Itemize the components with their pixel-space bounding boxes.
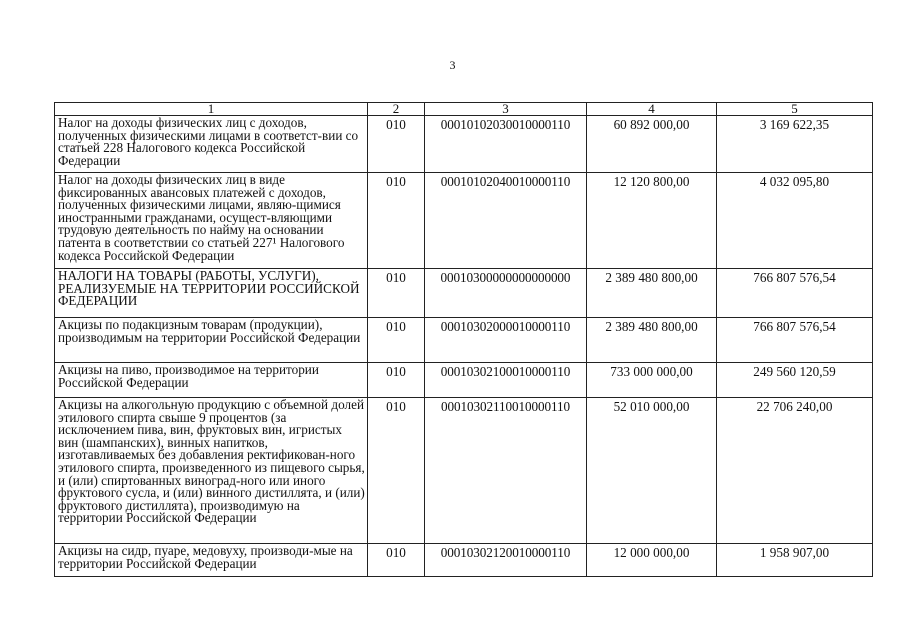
row-kbk: 00010302120010000110 [425,544,587,577]
row-fact-value: 4 032 095,80 [717,173,873,269]
table-body [55,116,873,577]
column-header-3: 3 [425,103,587,116]
row-code: 010 [368,544,425,577]
table-row [55,173,873,269]
column-header-5: 5 [717,103,873,116]
table-row [55,318,873,363]
row-name: Акцизы на сидр, пуаре, медовуху, производи-мые на территории Российской Федерации [55,544,368,577]
row-plan-value: 2 389 480 800,00 [587,318,717,363]
row-code: 010 [368,269,425,318]
table-row [55,269,873,318]
row-kbk: 00010302000010000110 [425,318,587,363]
table-row [55,544,873,577]
row-fact-value: 22 706 240,00 [717,398,873,544]
row-kbk: 00010300000000000000 [425,269,587,318]
row-plan-value: 12 000 000,00 [587,544,717,577]
budget-table [54,102,873,577]
column-header-1: 1 [55,103,368,116]
row-kbk: 00010102040010000110 [425,173,587,269]
row-code: 010 [368,398,425,544]
header-row [55,103,873,116]
row-plan-value: 733 000 000,00 [587,363,717,398]
row-fact-value: 3 169 622,35 [717,116,873,173]
column-header-2: 2 [368,103,425,116]
table-header [55,103,873,116]
row-plan-value: 2 389 480 800,00 [587,269,717,318]
row-fact-value: 249 560 120,59 [717,363,873,398]
table-row [55,398,873,544]
row-name: Налог на доходы физических лиц в виде фиксированных авансовых платежей с доходов, полученных физическими лицами, являю-щимися иностранными гражданами, осущест-вляющими трудовую деятельность по найму на основании патента в соответствии со статьей 227¹ Налогового кодекса Российской Федерации [55,173,368,269]
row-name: Акцизы на пиво, производимое на территории Российской Федерации [55,363,368,398]
row-code: 010 [368,173,425,269]
row-plan-value: 12 120 800,00 [587,173,717,269]
column-header-4: 4 [587,103,717,116]
row-plan-value: 52 010 000,00 [587,398,717,544]
row-name: Акцизы по подакцизным товарам (продукции), производимым на территории Российской Федерации [55,318,368,363]
row-fact-value: 766 807 576,54 [717,318,873,363]
table-row [55,116,873,173]
row-fact-value: 766 807 576,54 [717,269,873,318]
row-kbk: 00010102030010000110 [425,116,587,173]
row-code: 010 [368,116,425,173]
row-code: 010 [368,318,425,363]
row-code: 010 [368,363,425,398]
row-name: Акцизы на алкогольную продукцию с объемной долей этилового спирта свыше 9 процентов (за исключением пива, вин, фруктовых вин, игристых вин (шампанских), винных напитков, изготавливаемых без добавления ректификован-ного этилового спирта, произведенного из пищевого сырья, и (или) спиртованных виноград-ного или иного фруктового сусла, и (или) винного дистиллята, и (или) фруктового дистиллята), производимую на территории Российской Федерации [55,398,368,544]
table-row [55,363,873,398]
row-fact-value: 1 958 907,00 [717,544,873,577]
row-kbk: 00010302100010000110 [425,363,587,398]
row-name: Налог на доходы физических лиц с доходов, полученных физическими лицами в соответст-вии со статьей 228 Налогового кодекса Российской Федерации [55,116,368,173]
row-plan-value: 60 892 000,00 [587,116,717,173]
row-kbk: 00010302110010000110 [425,398,587,544]
row-name: НАЛОГИ НА ТОВАРЫ (РАБОТЫ, УСЛУГИ), РЕАЛИЗУЕМЫЕ НА ТЕРРИТОРИИ РОССИЙСКОЙ ФЕДЕРАЦИИ [55,269,368,318]
page-number: 3 [449,58,456,72]
